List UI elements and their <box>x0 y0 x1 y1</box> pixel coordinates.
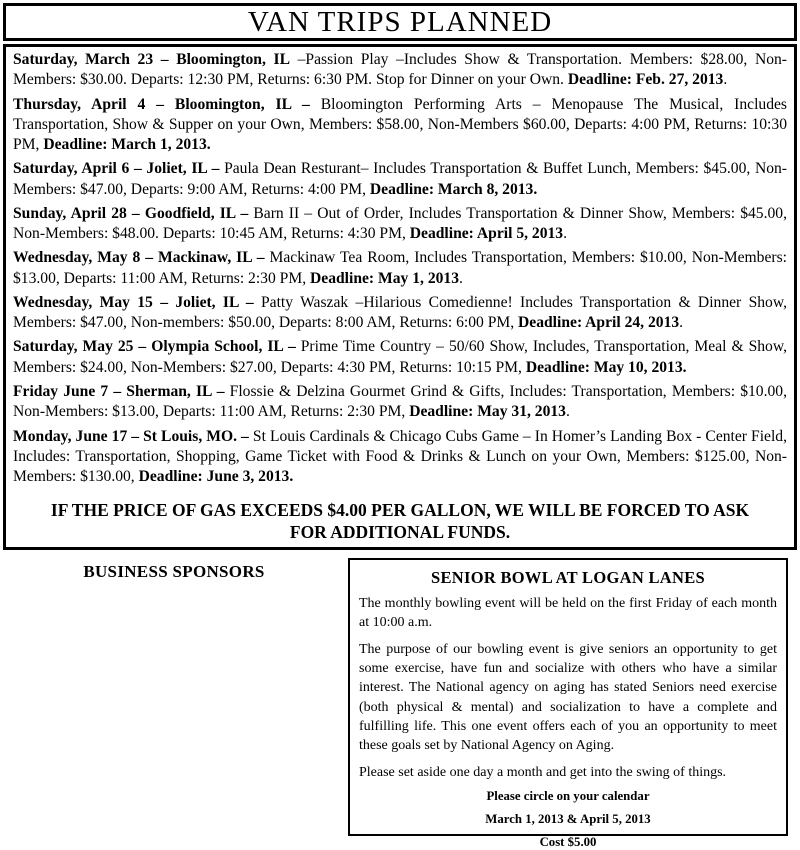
trip-date-location: Thursday, April 4 – Bloomington, IL – <box>13 95 310 113</box>
senior-bowl-paragraph: The purpose of our bowling event is give seniors an opportunity to get some exercise, have fun and socialize with others who have a similar interest. The National agency on aging has stated Seniors need exercise (both physical & mental) and socialization to have a complete and fulfilling life. This one event offers each of you an opportunity to meet these goals set by National Agency on Aging. <box>359 641 777 754</box>
senior-bowl-paragraph: The monthly bowling event will be held on the first Friday of each month at 10:00 a.m. <box>359 596 777 631</box>
van-trips-list <box>3 44 797 550</box>
trip-details: Paula Dean Resturant– Includes Transportation & Buffet Lunch, Members: $45.00, Non-Members: $47.00, Departs: 9:00 AM, Returns: 4:00 PM, <box>13 160 787 198</box>
trip-date-location: Saturday, March 23 – Bloomington, IL <box>13 51 290 68</box>
trip-tail: . <box>565 403 570 421</box>
trip-entry <box>13 50 787 91</box>
senior-bowl-box <box>348 558 788 849</box>
trip-deadline: Deadline: Feb. 27, 2013 <box>567 71 724 89</box>
van-trips-title-box <box>3 3 797 41</box>
trip-entry <box>13 204 787 245</box>
trip-deadline: Deadline: March 1, 2013. <box>43 136 211 154</box>
calendar-dates-line: March 1, 2013 & April 5, 2013 <box>485 811 651 826</box>
trip-date-location: Wednesday, May 15 – Joliet, IL – <box>13 293 254 311</box>
trip-details: Patty Waszak –Hilarious Comedienne! Includes Transportation & Dinner Show, Members: $47.00, Non-members: $50.00, Departs: 8:00 AM, Returns: 6:00 PM, <box>13 293 787 332</box>
trip-deadline: Deadline: May 31, 2013 <box>409 403 566 421</box>
gas-price-warning: IF THE PRICE OF GAS EXCEEDS $4.00 PER GALLON, WE WILL BE FORCED TO ASK FOR ADDITIONAL FUNDS. <box>50 500 750 543</box>
trip-details: Prime Time Country – 50/60 Show, Includes, Transportation, Meal & Show, Members: $24.00, Non-Members: $27.00, Departs: 4:30 PM, Returns: 10:15 PM, <box>13 338 787 376</box>
trip-details: Bloomington Performing Arts – Menopause The Musical, Includes Transportation, Show & Supper on your Own, Members: $58.00, Non-Members $60.00, Departs: 4:00 PM, Returns: 10:30 PM, <box>13 95 787 154</box>
trip-details: –Passion Play –Includes Show & Transportation. Members: $28.00, Non-Members: $30.00. Departs: 12:30 PM, Returns: 6:30 PM. Stop for Dinner on your Own. <box>13 51 787 89</box>
trip-details: Barn II – Out of Order, Includes Transportation & Dinner Show, Members: $45.00, Non-Members: $48.00. Departs: 10:45 AM, Returns: 4:30 PM, <box>13 204 787 243</box>
trip-date-location: Friday June 7 – Sherman, IL – <box>13 382 225 400</box>
trip-entry <box>13 337 787 378</box>
calendar-reminder-line: Please circle on your calendar <box>486 788 650 803</box>
trip-deadline: Deadline: April 5, 2013 <box>409 225 564 243</box>
trip-entry <box>13 95 787 156</box>
trip-details: Mackinaw Tea Room, Includes Transportation, Members: $10.00, Non-Members: $13.00, Departs: 11:00 AM, Returns: 2:30 PM, <box>13 249 787 287</box>
trip-tail: . <box>679 314 684 332</box>
page-title: VAN TRIPS PLANNED <box>247 5 553 38</box>
trip-entry <box>13 159 787 200</box>
trip-deadline: Deadline: June 3, 2013. <box>138 468 294 486</box>
trip-deadline: Deadline: April 24, 2013 <box>518 314 680 332</box>
cost-line: Cost $5.00 <box>539 834 597 849</box>
trip-tail: . <box>459 269 463 287</box>
trip-entry <box>13 382 787 423</box>
trip-date-location: Saturday, April 6 – Joliet, IL – <box>13 160 220 178</box>
trip-date-location: Saturday, May 25 – Olympia School, IL – <box>13 338 296 356</box>
trip-date-location: Sunday, April 28 – Goodfield, IL – <box>13 204 249 222</box>
senior-bowl-paragraph: Please set aside one day a month and get into the swing of things. <box>359 764 727 780</box>
trip-tail: . <box>723 71 728 89</box>
senior-bowl-title: SENIOR BOWL AT LOGAN LANES <box>430 568 705 587</box>
trip-deadline: Deadline: May 1, 2013 <box>310 269 460 287</box>
trip-entry <box>13 427 787 488</box>
trip-details: Flossie & Delzina Gourmet Grind & Gifts, Includes: Transportation, Members: $10.00, Non-Members: $13.00, Departs: 11:00 AM, Returns: 2:30 PM, <box>13 382 787 421</box>
trip-deadline: Deadline: March 8, 2013. <box>369 180 538 198</box>
trip-date-location: Wednesday, May 8 – Mackinaw, IL – <box>13 249 265 267</box>
business-sponsors-heading: BUSINESS SPONSORS <box>83 562 265 581</box>
trip-deadline: Deadline: May 10, 2013. <box>525 358 687 376</box>
trip-entry <box>13 293 787 334</box>
trip-details: St Louis Cardinals & Chicago Cubs Game – In Homer’s Landing Box - Center Field, Includes: Transportation, Shopping, Game Ticket with Food & Drinks & Lunch on your Own, Members: $125.00, Non-Members: $130.00, <box>13 427 787 486</box>
trip-tail: . <box>563 225 568 243</box>
trip-date-location: Monday, June 17 – St Louis, MO. – <box>13 427 249 445</box>
trip-entry <box>13 248 787 289</box>
